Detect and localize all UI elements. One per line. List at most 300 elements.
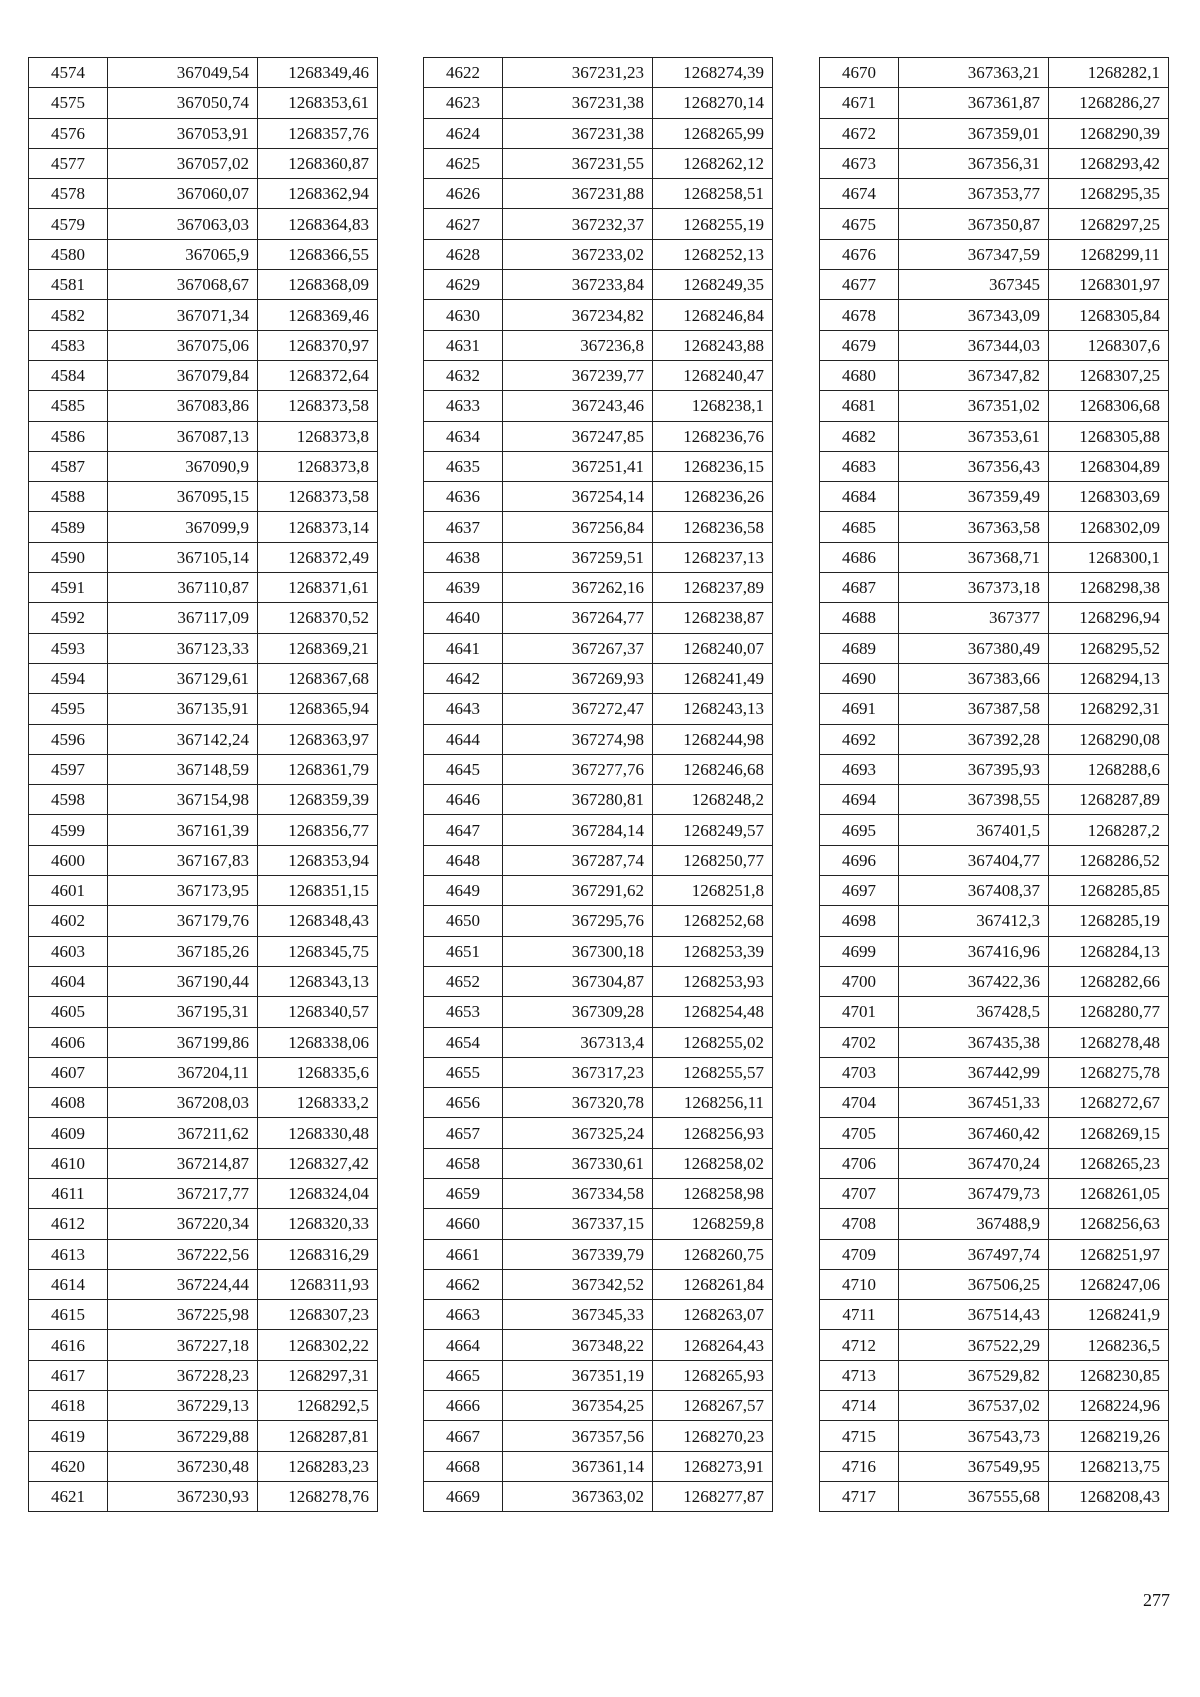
point-number-cell: 4612 (29, 1209, 108, 1239)
x-coordinate-cell: 367357,56 (503, 1421, 653, 1451)
point-number-cell: 4598 (29, 785, 108, 815)
table-row (424, 1391, 773, 1421)
x-coordinate-cell: 367075,06 (108, 330, 258, 360)
x-coordinate-cell: 367161,39 (108, 815, 258, 845)
x-coordinate-cell: 367356,43 (899, 451, 1049, 481)
y-coordinate-cell: 1268340,57 (258, 997, 378, 1027)
point-number-cell: 4706 (820, 1148, 899, 1178)
x-coordinate-cell: 367373,18 (899, 573, 1049, 603)
point-number-cell: 4635 (424, 451, 503, 481)
table-row (424, 603, 773, 633)
x-coordinate-cell: 367277,76 (503, 754, 653, 784)
y-coordinate-cell: 1268372,49 (258, 542, 378, 572)
table-row (29, 1027, 378, 1057)
x-coordinate-cell: 367368,71 (899, 542, 1049, 572)
y-coordinate-cell: 1268290,08 (1049, 724, 1169, 754)
table-row (29, 542, 378, 572)
x-coordinate-cell: 367053,91 (108, 118, 258, 148)
y-coordinate-cell: 1268307,25 (1049, 360, 1169, 390)
table-row (29, 1118, 378, 1148)
y-coordinate-cell: 1268295,35 (1049, 179, 1169, 209)
x-coordinate-cell: 367479,73 (899, 1178, 1049, 1208)
point-number-cell: 4632 (424, 360, 503, 390)
point-number-cell: 4691 (820, 694, 899, 724)
table-row (29, 330, 378, 360)
point-number-cell: 4652 (424, 966, 503, 996)
y-coordinate-cell: 1268363,97 (258, 724, 378, 754)
point-number-cell: 4684 (820, 482, 899, 512)
x-coordinate-cell: 367377 (899, 603, 1049, 633)
x-coordinate-cell: 367224,44 (108, 1269, 258, 1299)
point-number-cell: 4672 (820, 118, 899, 148)
point-number-cell: 4710 (820, 1269, 899, 1299)
point-number-cell: 4582 (29, 300, 108, 330)
y-coordinate-cell: 1268282,1 (1049, 58, 1169, 88)
y-coordinate-cell: 1268292,5 (258, 1391, 378, 1421)
y-coordinate-cell: 1268357,76 (258, 118, 378, 148)
y-coordinate-cell: 1268236,76 (653, 421, 773, 451)
y-coordinate-cell: 1268302,09 (1049, 512, 1169, 542)
x-coordinate-cell: 367460,42 (899, 1118, 1049, 1148)
x-coordinate-cell: 367060,07 (108, 179, 258, 209)
point-number-cell: 4677 (820, 270, 899, 300)
y-coordinate-cell: 1268241,9 (1049, 1300, 1169, 1330)
point-number-cell: 4602 (29, 906, 108, 936)
y-coordinate-cell: 1268369,21 (258, 633, 378, 663)
table-row (424, 421, 773, 451)
point-number-cell: 4621 (29, 1481, 108, 1511)
table-row (820, 754, 1169, 784)
table-row (424, 997, 773, 1027)
point-number-cell: 4659 (424, 1178, 503, 1208)
point-number-cell: 4674 (820, 179, 899, 209)
point-number-cell: 4665 (424, 1360, 503, 1390)
point-number-cell: 4697 (820, 876, 899, 906)
x-coordinate-cell: 367537,02 (899, 1391, 1049, 1421)
x-coordinate-cell: 367343,09 (899, 300, 1049, 330)
y-coordinate-cell: 1268283,23 (258, 1451, 378, 1481)
x-coordinate-cell: 367231,38 (503, 88, 653, 118)
table-row (820, 633, 1169, 663)
point-number-cell: 4663 (424, 1300, 503, 1330)
point-number-cell: 4577 (29, 148, 108, 178)
y-coordinate-cell: 1268248,2 (653, 785, 773, 815)
point-number-cell: 4643 (424, 694, 503, 724)
x-coordinate-cell: 367363,02 (503, 1481, 653, 1511)
y-coordinate-cell: 1268255,19 (653, 209, 773, 239)
point-number-cell: 4692 (820, 724, 899, 754)
x-coordinate-cell: 367208,03 (108, 1088, 258, 1118)
y-coordinate-cell: 1268260,75 (653, 1239, 773, 1269)
y-coordinate-cell: 1268286,52 (1049, 845, 1169, 875)
y-coordinate-cell: 1268320,33 (258, 1209, 378, 1239)
x-coordinate-cell: 367225,98 (108, 1300, 258, 1330)
point-number-cell: 4662 (424, 1269, 503, 1299)
table-row (820, 603, 1169, 633)
point-number-cell: 4657 (424, 1118, 503, 1148)
y-coordinate-cell: 1268238,87 (653, 603, 773, 633)
point-number-cell: 4678 (820, 300, 899, 330)
table-row (424, 966, 773, 996)
x-coordinate-cell: 367350,87 (899, 209, 1049, 239)
x-coordinate-cell: 367295,76 (503, 906, 653, 936)
table-row (424, 209, 773, 239)
point-number-cell: 4704 (820, 1088, 899, 1118)
y-coordinate-cell: 1268287,2 (1049, 815, 1169, 845)
x-coordinate-cell: 367287,74 (503, 845, 653, 875)
y-coordinate-cell: 1268302,22 (258, 1330, 378, 1360)
y-coordinate-cell: 1268241,49 (653, 663, 773, 693)
y-coordinate-cell: 1268255,02 (653, 1027, 773, 1057)
table-row (424, 906, 773, 936)
point-number-cell: 4645 (424, 754, 503, 784)
x-coordinate-cell: 367057,02 (108, 148, 258, 178)
y-coordinate-cell: 1268296,94 (1049, 603, 1169, 633)
x-coordinate-cell: 367543,73 (899, 1421, 1049, 1451)
table-row (820, 360, 1169, 390)
table-row (29, 1451, 378, 1481)
table-row (424, 482, 773, 512)
table-row (820, 179, 1169, 209)
x-coordinate-cell: 367262,16 (503, 573, 653, 603)
table-row (424, 300, 773, 330)
table-row (424, 785, 773, 815)
table-row (424, 815, 773, 845)
point-number-cell: 4611 (29, 1178, 108, 1208)
y-coordinate-cell: 1268259,8 (653, 1209, 773, 1239)
y-coordinate-cell: 1268252,68 (653, 906, 773, 936)
table-row (820, 573, 1169, 603)
table-row (29, 209, 378, 239)
x-coordinate-cell: 367344,03 (899, 330, 1049, 360)
y-coordinate-cell: 1268373,58 (258, 482, 378, 512)
point-number-cell: 4666 (424, 1391, 503, 1421)
y-coordinate-cell: 1268349,46 (258, 58, 378, 88)
y-coordinate-cell: 1268307,23 (258, 1300, 378, 1330)
table-row (29, 573, 378, 603)
x-coordinate-cell: 367154,98 (108, 785, 258, 815)
table-row (820, 1057, 1169, 1087)
table-row (820, 58, 1169, 88)
point-number-cell: 4702 (820, 1027, 899, 1057)
y-coordinate-cell: 1268285,19 (1049, 906, 1169, 936)
y-coordinate-cell: 1268294,13 (1049, 663, 1169, 693)
point-number-cell: 4583 (29, 330, 108, 360)
point-number-cell: 4614 (29, 1269, 108, 1299)
y-coordinate-cell: 1268288,6 (1049, 754, 1169, 784)
x-coordinate-cell: 367348,22 (503, 1330, 653, 1360)
x-coordinate-cell: 367354,25 (503, 1391, 653, 1421)
table-row (820, 1391, 1169, 1421)
y-coordinate-cell: 1268327,42 (258, 1148, 378, 1178)
point-number-cell: 4617 (29, 1360, 108, 1390)
x-coordinate-cell: 367435,38 (899, 1027, 1049, 1057)
x-coordinate-cell: 367361,14 (503, 1451, 653, 1481)
table-row (820, 1209, 1169, 1239)
point-number-cell: 4623 (424, 88, 503, 118)
table-row (820, 1300, 1169, 1330)
y-coordinate-cell: 1268297,31 (258, 1360, 378, 1390)
y-coordinate-cell: 1268256,93 (653, 1118, 773, 1148)
x-coordinate-cell: 367320,78 (503, 1088, 653, 1118)
y-coordinate-cell: 1268335,6 (258, 1057, 378, 1087)
x-coordinate-cell: 367488,9 (899, 1209, 1049, 1239)
y-coordinate-cell: 1268373,14 (258, 512, 378, 542)
y-coordinate-cell: 1268240,07 (653, 633, 773, 663)
point-number-cell: 4681 (820, 391, 899, 421)
x-coordinate-cell: 367090,9 (108, 451, 258, 481)
y-coordinate-cell: 1268292,31 (1049, 694, 1169, 724)
table-row (820, 1451, 1169, 1481)
y-coordinate-cell: 1268333,2 (258, 1088, 378, 1118)
point-number-cell: 4679 (820, 330, 899, 360)
table-row (424, 270, 773, 300)
y-coordinate-cell: 1268219,26 (1049, 1421, 1169, 1451)
point-number-cell: 4640 (424, 603, 503, 633)
y-coordinate-cell: 1268265,99 (653, 118, 773, 148)
x-coordinate-cell: 367148,59 (108, 754, 258, 784)
y-coordinate-cell: 1268262,12 (653, 148, 773, 178)
point-number-cell: 4576 (29, 118, 108, 148)
y-coordinate-cell: 1268285,85 (1049, 876, 1169, 906)
table-row (424, 542, 773, 572)
x-coordinate-cell: 367231,23 (503, 58, 653, 88)
x-coordinate-cell: 367353,77 (899, 179, 1049, 209)
table-row (29, 421, 378, 451)
table-row (424, 58, 773, 88)
y-coordinate-cell: 1268304,89 (1049, 451, 1169, 481)
x-coordinate-cell: 367325,24 (503, 1118, 653, 1148)
x-coordinate-cell: 367398,55 (899, 785, 1049, 815)
point-number-cell: 4585 (29, 391, 108, 421)
y-coordinate-cell: 1268362,94 (258, 179, 378, 209)
table-row (820, 542, 1169, 572)
x-coordinate-cell: 367412,3 (899, 906, 1049, 936)
point-number-cell: 4609 (29, 1118, 108, 1148)
point-number-cell: 4639 (424, 573, 503, 603)
table-row (424, 1300, 773, 1330)
table-row (29, 239, 378, 269)
point-number-cell: 4619 (29, 1421, 108, 1451)
y-coordinate-cell: 1268278,48 (1049, 1027, 1169, 1057)
x-coordinate-cell: 367071,34 (108, 300, 258, 330)
x-coordinate-cell: 367232,37 (503, 209, 653, 239)
x-coordinate-cell: 367361,87 (899, 88, 1049, 118)
table-row (820, 88, 1169, 118)
x-coordinate-cell: 367105,14 (108, 542, 258, 572)
table-row (424, 1148, 773, 1178)
y-coordinate-cell: 1268356,77 (258, 815, 378, 845)
point-number-cell: 4667 (424, 1421, 503, 1451)
y-coordinate-cell: 1268303,69 (1049, 482, 1169, 512)
table-row (820, 300, 1169, 330)
point-number-cell: 4688 (820, 603, 899, 633)
y-coordinate-cell: 1268287,89 (1049, 785, 1169, 815)
point-number-cell: 4699 (820, 936, 899, 966)
point-number-cell: 4620 (29, 1451, 108, 1481)
x-coordinate-cell: 367339,79 (503, 1239, 653, 1269)
point-number-cell: 4661 (424, 1239, 503, 1269)
table-row (820, 239, 1169, 269)
y-coordinate-cell: 1268353,61 (258, 88, 378, 118)
table-row (29, 88, 378, 118)
point-number-cell: 4624 (424, 118, 503, 148)
y-coordinate-cell: 1268275,78 (1049, 1057, 1169, 1087)
point-number-cell: 4676 (820, 239, 899, 269)
y-coordinate-cell: 1268249,35 (653, 270, 773, 300)
point-number-cell: 4599 (29, 815, 108, 845)
y-coordinate-cell: 1268295,52 (1049, 633, 1169, 663)
x-coordinate-cell: 367083,86 (108, 391, 258, 421)
table-row (29, 360, 378, 390)
x-coordinate-cell: 367185,26 (108, 936, 258, 966)
y-coordinate-cell: 1268254,48 (653, 997, 773, 1027)
x-coordinate-cell: 367428,5 (899, 997, 1049, 1027)
table-row (820, 724, 1169, 754)
x-coordinate-cell: 367204,11 (108, 1057, 258, 1087)
x-coordinate-cell: 367050,74 (108, 88, 258, 118)
point-number-cell: 4647 (424, 815, 503, 845)
table-row (820, 209, 1169, 239)
point-number-cell: 4711 (820, 1300, 899, 1330)
table-row (820, 1330, 1169, 1360)
y-coordinate-cell: 1268273,91 (653, 1451, 773, 1481)
table-row (820, 482, 1169, 512)
x-coordinate-cell: 367135,91 (108, 694, 258, 724)
table-row (424, 876, 773, 906)
table-row (424, 1269, 773, 1299)
point-number-cell: 4618 (29, 1391, 108, 1421)
table-row (29, 1178, 378, 1208)
table-row (29, 512, 378, 542)
point-number-cell: 4636 (424, 482, 503, 512)
point-number-cell: 4622 (424, 58, 503, 88)
point-number-cell: 4642 (424, 663, 503, 693)
point-number-cell: 4689 (820, 633, 899, 663)
x-coordinate-cell: 367231,88 (503, 179, 653, 209)
x-coordinate-cell: 367404,77 (899, 845, 1049, 875)
table-row (424, 1330, 773, 1360)
x-coordinate-cell: 367229,13 (108, 1391, 258, 1421)
point-number-cell: 4588 (29, 482, 108, 512)
table-row (29, 58, 378, 88)
x-coordinate-cell: 367079,84 (108, 360, 258, 390)
table-row (820, 966, 1169, 996)
x-coordinate-cell: 367243,46 (503, 391, 653, 421)
table-row (820, 1148, 1169, 1178)
table-row (424, 1057, 773, 1087)
x-coordinate-cell: 367259,51 (503, 542, 653, 572)
y-coordinate-cell: 1268272,67 (1049, 1088, 1169, 1118)
y-coordinate-cell: 1268247,06 (1049, 1269, 1169, 1299)
y-coordinate-cell: 1268297,25 (1049, 209, 1169, 239)
table-row (29, 1239, 378, 1269)
y-coordinate-cell: 1268307,6 (1049, 330, 1169, 360)
y-coordinate-cell: 1268258,02 (653, 1148, 773, 1178)
table-row (29, 1360, 378, 1390)
x-coordinate-cell: 367214,87 (108, 1148, 258, 1178)
point-number-cell: 4638 (424, 542, 503, 572)
y-coordinate-cell: 1268372,64 (258, 360, 378, 390)
y-coordinate-cell: 1268293,42 (1049, 148, 1169, 178)
table-row (29, 451, 378, 481)
table-row (424, 1360, 773, 1390)
y-coordinate-cell: 1268367,68 (258, 663, 378, 693)
table-row (29, 724, 378, 754)
point-number-cell: 4630 (424, 300, 503, 330)
x-coordinate-cell: 367345,33 (503, 1300, 653, 1330)
point-number-cell: 4607 (29, 1057, 108, 1087)
x-coordinate-cell: 367110,87 (108, 573, 258, 603)
point-number-cell: 4655 (424, 1057, 503, 1087)
point-number-cell: 4686 (820, 542, 899, 572)
x-coordinate-cell: 367383,66 (899, 663, 1049, 693)
table-row (29, 694, 378, 724)
y-coordinate-cell: 1268264,43 (653, 1330, 773, 1360)
y-coordinate-cell: 1268265,93 (653, 1360, 773, 1390)
point-number-cell: 4713 (820, 1360, 899, 1390)
x-coordinate-cell: 367173,95 (108, 876, 258, 906)
point-number-cell: 4597 (29, 754, 108, 784)
table-row (820, 1178, 1169, 1208)
point-number-cell: 4631 (424, 330, 503, 360)
y-coordinate-cell: 1268252,13 (653, 239, 773, 269)
y-coordinate-cell: 1268208,43 (1049, 1481, 1169, 1511)
y-coordinate-cell: 1268261,84 (653, 1269, 773, 1299)
table-row (29, 603, 378, 633)
table-row (820, 1239, 1169, 1269)
table-row (820, 512, 1169, 542)
point-number-cell: 4616 (29, 1330, 108, 1360)
point-number-cell: 4591 (29, 573, 108, 603)
x-coordinate-cell: 367408,37 (899, 876, 1049, 906)
table-row (820, 997, 1169, 1027)
y-coordinate-cell: 1268348,43 (258, 906, 378, 936)
table-row (424, 936, 773, 966)
x-coordinate-cell: 367351,02 (899, 391, 1049, 421)
y-coordinate-cell: 1268224,96 (1049, 1391, 1169, 1421)
x-coordinate-cell: 367280,81 (503, 785, 653, 815)
x-coordinate-cell: 367256,84 (503, 512, 653, 542)
table-row (29, 966, 378, 996)
point-number-cell: 4593 (29, 633, 108, 663)
table-row (820, 1027, 1169, 1057)
y-coordinate-cell: 1268366,55 (258, 239, 378, 269)
point-number-cell: 4641 (424, 633, 503, 663)
table-row (29, 1421, 378, 1451)
coordinate-table-3 (819, 57, 1169, 1512)
x-coordinate-cell: 367267,37 (503, 633, 653, 663)
y-coordinate-cell: 1268364,83 (258, 209, 378, 239)
point-number-cell: 4637 (424, 512, 503, 542)
y-coordinate-cell: 1268230,85 (1049, 1360, 1169, 1390)
x-coordinate-cell: 367313,4 (503, 1027, 653, 1057)
point-number-cell: 4683 (820, 451, 899, 481)
x-coordinate-cell: 367217,77 (108, 1178, 258, 1208)
point-number-cell: 4604 (29, 966, 108, 996)
point-number-cell: 4658 (424, 1148, 503, 1178)
point-number-cell: 4685 (820, 512, 899, 542)
y-coordinate-cell: 1268301,97 (1049, 270, 1169, 300)
x-coordinate-cell: 367291,62 (503, 876, 653, 906)
point-number-cell: 4586 (29, 421, 108, 451)
y-coordinate-cell: 1268253,39 (653, 936, 773, 966)
y-coordinate-cell: 1268359,39 (258, 785, 378, 815)
table-row (424, 451, 773, 481)
point-number-cell: 4708 (820, 1209, 899, 1239)
x-coordinate-cell: 367239,77 (503, 360, 653, 390)
x-coordinate-cell: 367529,82 (899, 1360, 1049, 1390)
